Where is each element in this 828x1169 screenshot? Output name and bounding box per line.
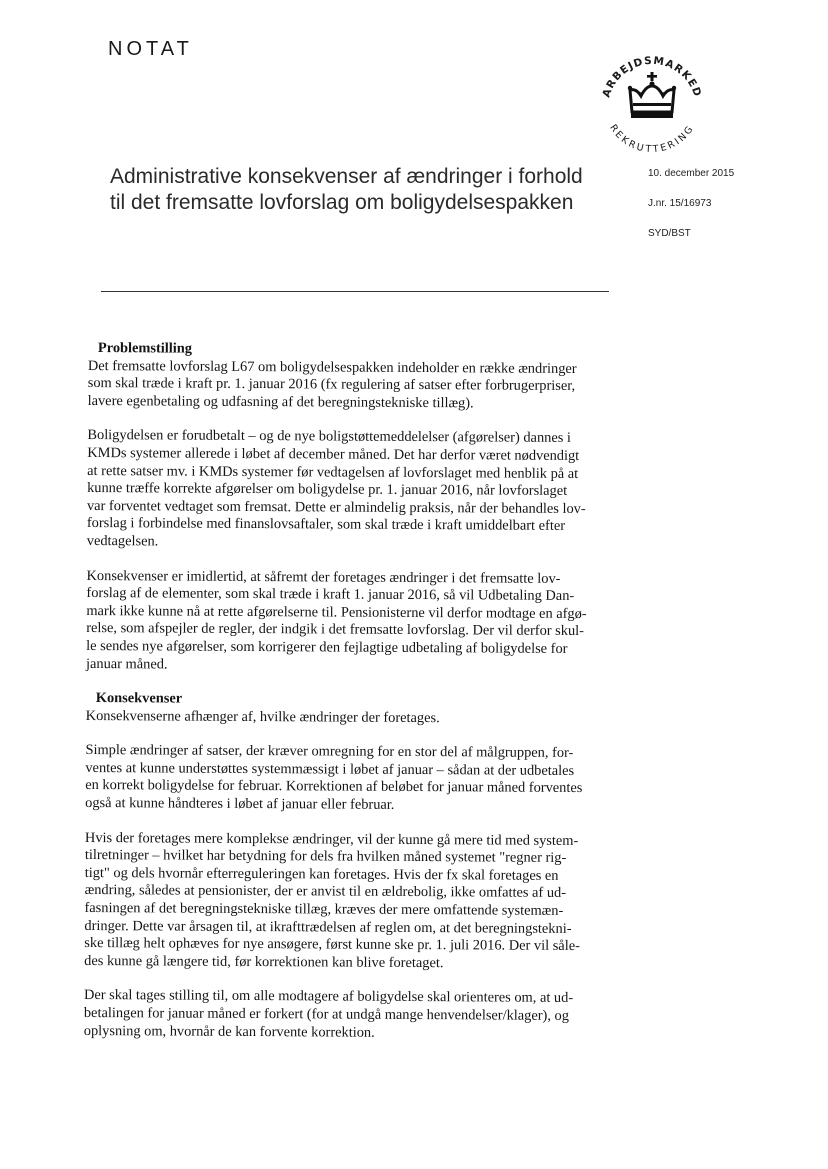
text-line: Konsekvenserne afhænger af, hvilke ændringer der foretages.: [85, 707, 440, 726]
text-line: en korrekt boligydelse for februar. Korrektionen af beløbet for januar måned forventes: [85, 777, 583, 797]
text-line: des kunne gå længere tid, før korrektionen kan blive foretaget.: [84, 952, 444, 971]
text-line: KMDs systemer allerede i løbet af december måned. Det har derfor været nødvendigt: [87, 444, 580, 464]
text-line: var forventet vedtaget som fremsat. Dette er almindelig praksis, når der behandles lov-: [86, 497, 586, 517]
text-line: januar måned.: [85, 655, 168, 672]
document-body: [84, 340, 628, 1060]
svg-text:REKRUTTERING: [607, 123, 697, 156]
text-line: mark ikke kunne nå at rette afgørelserne til. Pensionisterne vil derfor modtage en afgø-: [86, 602, 587, 622]
document-meta: [648, 168, 734, 258]
author-initials: SYD/BST: [648, 228, 691, 239]
organization-logo: [586, 30, 718, 162]
document-type-label: NOTAT: [108, 38, 193, 60]
crown-icon: [586, 30, 718, 162]
text-line: dringer. Dette var årsagen til, at ikrafttrædelsen af reglen om, at det beregningstekni-: [84, 917, 572, 937]
text-line: betalingen for januar måned er forkert (for at undgå mange henvendelser/klager), og: [83, 1004, 570, 1024]
paragraph: [85, 742, 625, 816]
paragraph: [87, 427, 628, 553]
text-line: også at kunne håndteres i løbet af januar eller februar.: [85, 795, 395, 813]
text-line: tigt" og dels hvornår efterreguleringen kan foretages. Hvis der fx skal foretages en: [84, 864, 559, 884]
paragraph: [88, 358, 628, 414]
document-title: [110, 164, 610, 216]
paragraph: [84, 987, 624, 1043]
text-line: ændring, således at pensionister, der er anvist til en ældrebolig, ikke omfattes af ud-: [84, 882, 567, 902]
section-heading: Problemstilling: [97, 340, 193, 357]
text-line: Simple ændringer af satser, der kræver omregning for en stor del af målgruppen, for-: [85, 742, 574, 762]
date-label: 10. december 2015: [648, 168, 735, 179]
text-line: oplysning om, hvornår de kan forvente korrektion.: [83, 1022, 375, 1041]
text-line: Konsekvenser er imidlertid, at såfremt der foretages ændringer i det fremsatte lov-: [86, 567, 561, 587]
text-line: forslag af de elementer, som skal træde i kraft 1. januar 2016, så vil Udbetaling Dan-: [86, 585, 575, 605]
text-line: ske tillæg helt ophæves for nye ansøgere, først kunne ske pr. 1. juli 2016. Der vil såle-: [84, 935, 580, 955]
text-line: Boligydelsen er forudbetalt – og de nye boligstøttemeddelelser (afgørelser) dannes i: [87, 427, 572, 447]
text-line: lavere egenbetaling og udfasning af det beregningstekniske tillæg).: [87, 392, 474, 412]
text-line: Det fremsatte lovforslag L67 om boligydelsespakken indeholder en række ændringer: [87, 357, 577, 377]
paragraph: [86, 568, 627, 677]
text-line: forslag i forbindelse med finanslovsaftaler, som skal træde i kraft umiddelbart efter: [86, 515, 566, 535]
text-line: kunne træffe korrekte afgørelser om boligydelse pr. 1. januar 2016, når lovforslaget: [87, 480, 568, 500]
text-line: Der skal tages stilling til, om alle modtagere af boligydelse skal orienteres om, at ud-: [83, 987, 574, 1007]
title-line: Administrative konsekvenser af ændringer i forhold: [110, 165, 583, 188]
section-heading: Konsekvenser: [95, 690, 183, 707]
title-line: til det fremsatte lovforslag om boligydelsespakken: [110, 191, 574, 214]
divider: [101, 291, 609, 292]
text-line: ventes at kunne understøttes systemmæssigt i løbet af januar – sådan at der udbetales: [85, 759, 575, 779]
text-line: tilretninger – hvilket har betydning for dels fra hvilken måned systemet "regner rig-: [84, 847, 567, 867]
logo-top-text: ARBEJDSMARKED: [600, 54, 704, 99]
text-line: at rette satser mv. i KMDs systemer før vedtagelsen af lovforslaget med henblik på at: [87, 462, 579, 482]
text-line: relse, som afspejler de regler, der indgik i det fremsatte lovforslag. Der vil derfor skul-: [86, 620, 585, 640]
text-line: fasningen af det beregningstekniske tillæg, kræves der mere omfattende systemæn-: [84, 900, 564, 919]
logo-bottom-text: REKRUTTERING: [607, 122, 697, 156]
journal-number: J.nr. 15/16973: [648, 198, 712, 209]
paragraph: [84, 830, 625, 974]
text-line: vedtagelsen.: [86, 532, 159, 550]
paragraph: [86, 708, 626, 729]
text-line: som skal træde i kraft pr. 1. januar 2016 (fx regulering af satser efter forbrugerpriser,: [87, 375, 576, 395]
text-line: Hvis der foretages mere komplekse ændringer, vil der kunne gå mere tid med system-: [84, 829, 579, 849]
text-line: le sendes nye afgørelser, som korrigerer den fejlagtige udbetaling af boligydelse for: [86, 637, 568, 657]
